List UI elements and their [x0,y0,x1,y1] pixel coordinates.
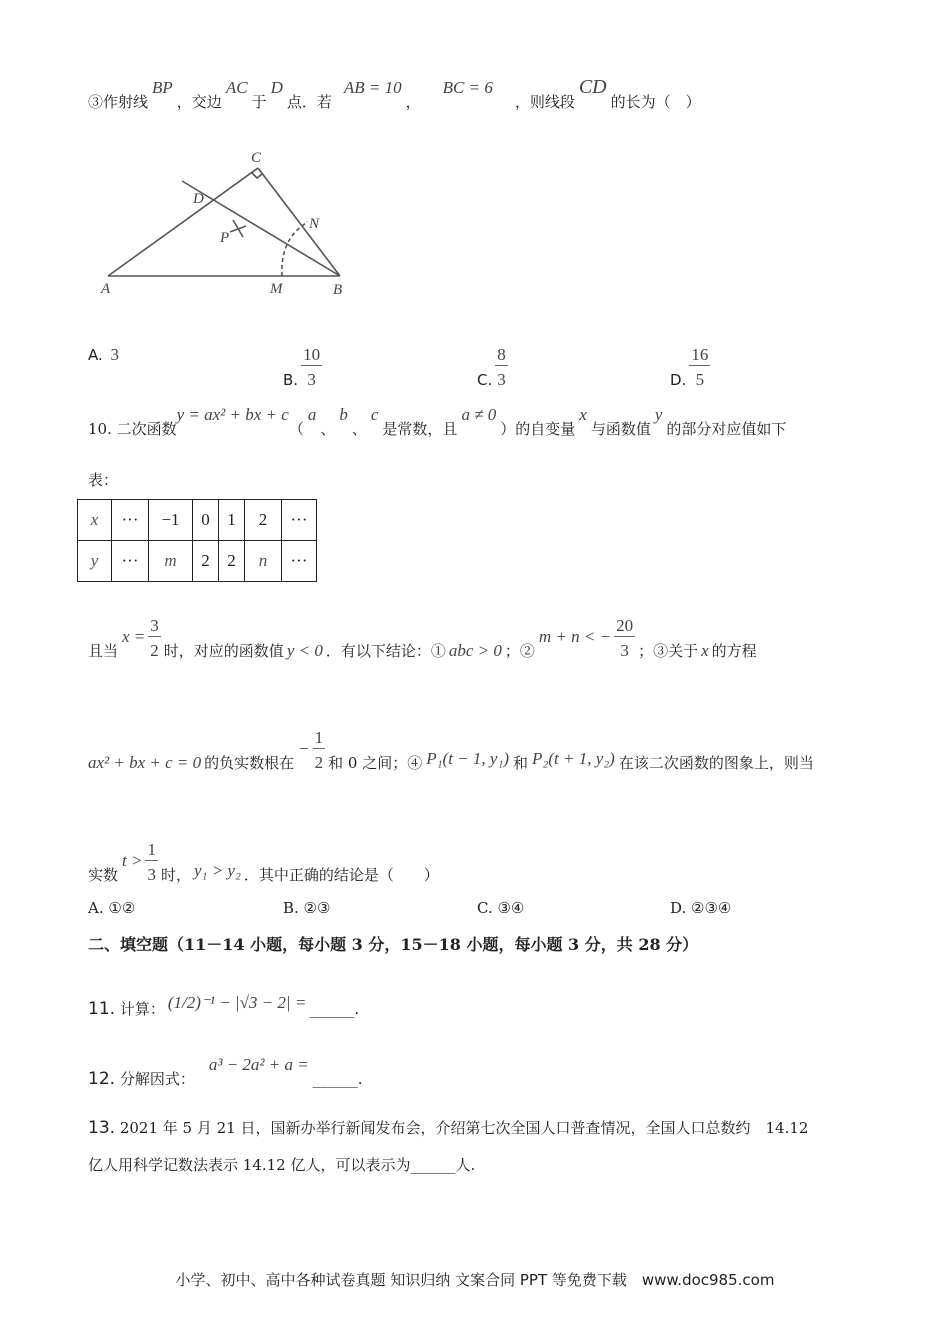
text: ， [405,93,421,111]
q11 [88,993,360,1019]
label-d: D [193,191,204,207]
text: 分解因式： [119,1070,195,1088]
text: 是常数，且 [382,420,458,438]
math: abc > 0 [448,641,502,660]
q10-line5 [88,840,439,885]
text: 时， [160,866,191,884]
cell: n [245,541,282,582]
text: ．有以下结论：① [325,642,446,660]
num: 3 [150,616,159,635]
cell: −1 [149,500,193,541]
fraction-c [495,345,508,390]
num: 20 [616,616,634,635]
q10-line2: 表： [88,471,119,489]
text: 计算： [119,1000,165,1018]
den: 3 [307,370,316,389]
text: 时，对应的函数值 [163,642,284,660]
text: 与函数值 [590,420,651,438]
math: m + n < − [538,627,612,646]
text: 、 [320,420,336,438]
label: C. [477,371,493,389]
q13 [88,1117,808,1138]
arc-cross-mark [230,226,246,232]
q10-line1 [88,405,787,439]
math: a ≠ 0 [461,405,497,424]
cell: 1 [219,500,245,541]
q10-choice-b[interactable]: B. ②③ [283,899,331,917]
text: 、 [351,420,367,438]
text: 且当 [88,642,119,660]
q9-choice-a[interactable] [88,345,122,365]
math: P₁(t − 1, y₁) [426,749,510,768]
table-row-y [78,541,317,582]
q10-line3 [88,616,757,661]
math: ax² + bx + c = 0 [88,753,202,772]
text: 2021 年 5 月 21 日，国新办举行新闻发布会，介绍第七次全国人口普查情况，全国人口总数约 14.12 [119,1119,809,1137]
footer: 小学、初中、高中各种试卷真题 知识归纳 文案合同 PPT 等免费下载 www.doc985.com [175,1271,775,1289]
cell: ··· [282,541,317,582]
math: a³ − 2a² + a = [208,1055,309,1074]
question-number: 11. [88,999,116,1019]
num: 1 [314,728,324,747]
cell: 2 [219,541,245,582]
triangle-figure [0,0,950,320]
math: c [370,405,379,424]
text: 实数 [88,866,119,884]
text: 于 [251,93,267,111]
text: 和 [513,754,529,772]
fraction-3-2 [148,616,161,661]
math: y₁ > y₂ [193,861,241,880]
label-b: B [333,282,343,298]
q10-line4 [88,728,814,773]
q9-choice-c[interactable] [477,345,511,390]
q10-choice-c[interactable]: C. ③④ [477,899,525,917]
math-bc: BC = 6 [442,78,493,97]
text: 在该二次函数的图象上，则当 [618,754,814,772]
text: ，交边 [176,93,222,111]
text: 的部分对应值如下 [666,420,787,438]
question-number: 12. [88,1069,116,1089]
text: ③作射线 [88,93,149,111]
math-bp: BP [152,78,173,97]
math: − [298,739,310,758]
math: (1/2)⁻¹ − |√3 − 2| = [167,993,307,1012]
q12 [88,1055,363,1089]
table-row-x [78,500,317,541]
text: 10. 二次函数 [88,420,177,438]
den: 3 [620,641,629,660]
cell: y [78,541,112,582]
section-heading: 二、填空题（11－14 小题，每小题 3 分，15－18 小题，每小题 3 分，共 28 分） [88,935,699,954]
q10-choice-d[interactable]: D. ②③④ [670,899,732,917]
den: 3 [497,370,506,389]
text: 的负实数根在 [204,754,295,772]
math-ab: AB = 10 [343,78,402,97]
math: y [654,405,663,424]
side-ac [108,168,258,276]
cell: 2 [245,500,282,541]
den: 3 [147,865,156,884]
text: 的长为（ ） [610,93,701,111]
label-m: M [270,281,283,297]
label: A. [88,346,103,364]
fraction-b [301,345,322,390]
text: （ [288,420,304,438]
q13-line2: 亿人用科学记数法表示 14.12 亿人，可以表示为______人. [88,1156,476,1174]
answer-blank[interactable]: ______. [309,1000,360,1018]
text: 点．若 [286,93,332,111]
cell: ··· [112,541,149,582]
question-number: 13. [88,1118,116,1138]
q9-choice-b[interactable] [283,345,325,390]
cell: x [78,500,112,541]
math: x = [122,627,146,646]
math: y = ax² + bx + c [176,405,289,424]
num: 8 [497,345,506,364]
side-bc [258,168,340,276]
num: 16 [691,345,709,364]
label: B. [283,371,299,389]
den: 5 [695,370,705,389]
den: 2 [150,641,159,660]
math: a [307,405,317,424]
q9-choice-d[interactable] [670,345,713,390]
text: ；② [504,642,535,660]
fraction-1-2 [313,728,326,773]
cell: 2 [193,541,219,582]
label-c: C [251,150,262,166]
value: 3 [110,345,120,364]
value-table [77,499,317,582]
right-angle-mark [252,173,262,178]
answer-blank[interactable]: ______. [312,1070,363,1088]
math: t > [122,851,143,870]
text: 和 0 之间；④ [328,754,423,772]
text: ；③关于 [638,642,699,660]
math: b [339,405,348,424]
q10-choice-a[interactable]: A. ①② [88,899,136,917]
math-d: D [270,78,283,97]
text: 的方程 [711,642,757,660]
text: ）的自变量 [500,420,576,438]
num: 1 [147,840,156,859]
cell: ··· [282,500,317,541]
math-cd: CD [578,76,607,98]
den: 2 [314,753,324,772]
label-n: N [309,216,320,232]
fraction-20-3 [614,616,635,661]
math: x [579,405,587,424]
text: ．其中正确的结论是（ ） [243,866,439,884]
fraction-1-3 [145,840,158,885]
label-p: P [220,230,230,246]
fraction-d [689,345,710,390]
math: x [701,641,709,660]
cell: 0 [193,500,219,541]
math: y < 0 [286,641,323,660]
cell: ··· [112,500,149,541]
math: P₂(t + 1, y₂) [532,749,615,768]
label: D. [670,371,687,389]
cell: m [149,541,193,582]
num: 10 [303,345,321,364]
math-ac: AC [225,78,248,97]
text: ，则线段 [514,93,575,111]
label-a: A [101,281,111,297]
